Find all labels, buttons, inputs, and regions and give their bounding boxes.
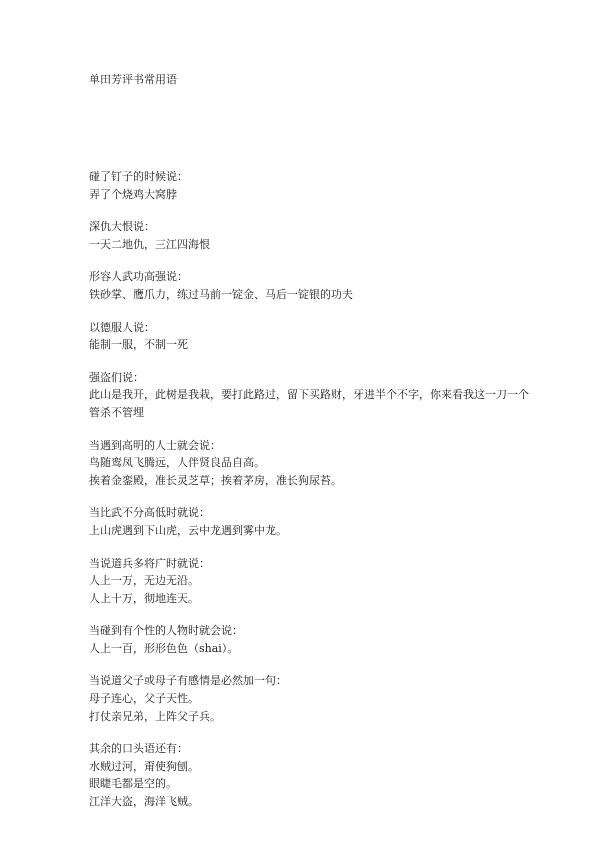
section-line: 打仗亲兄弟，上阵父子兵。 — [89, 709, 221, 723]
section-9 — [89, 672, 529, 725]
section-line: 一天二地仇，三江四海恨 — [89, 237, 210, 251]
section-heading: 当遇到高明的人士就会说： — [89, 438, 221, 452]
section-heading: 形容人武功高强说： — [89, 270, 188, 284]
section-heading: 当说道兵多将广时就说： — [89, 556, 210, 570]
section-0 — [89, 168, 529, 203]
section-heading: 碰了钉子的时候说： — [89, 170, 188, 183]
section-8 — [89, 622, 529, 657]
section-line: 能制一服，不制一死 — [89, 338, 188, 352]
section-heading: 其余的口头语还有： — [89, 742, 188, 756]
section-4 — [89, 369, 529, 422]
section-line: 管杀不管埋 — [89, 405, 144, 419]
section-line: 铁砂掌、鹰爪力，练过马前一锭金、马后一锭银的功夫 — [89, 287, 353, 301]
section-line: 鸟随鸾凤飞腾远，人伴贤良品自高。 — [89, 456, 265, 470]
section-line: 挨着金銮殿，准长灵芝草；挨着茅房，准长狗尿苔。 — [89, 473, 342, 487]
section-7 — [89, 555, 529, 608]
section-5 — [89, 437, 529, 490]
section-3 — [89, 319, 529, 354]
section-line: 此山是我开，此树是我栽，要打此路过，留下买路财，牙进半个不字，你来看我这一刀一个 — [89, 388, 529, 402]
section-heading: 当碰到有个性的人物时就会说： — [89, 624, 243, 638]
section-heading: 当比武不分高低时就说： — [89, 506, 210, 520]
section-line: 上山虎遇到下山虎，云中龙遇到雾中龙。 — [89, 523, 287, 537]
section-heading: 深仇大恨说： — [89, 220, 155, 234]
section-line: 眼睫毛都是空的。 — [89, 777, 177, 791]
section-line: 人上一万，无边无沿。 — [89, 574, 199, 588]
section-1 — [89, 218, 529, 253]
section-line: 水贼过河，甭使狗刨。 — [89, 759, 199, 773]
section-line: 弄了个烧鸡大窝脖 — [89, 187, 177, 201]
section-6 — [89, 504, 529, 539]
section-heading: 强盗们说： — [89, 370, 144, 384]
section-line: 人上一百，形形色色（shai）。 — [89, 641, 239, 655]
section-line: 江洋大盗，海洋飞贼。 — [89, 795, 199, 809]
document-title: 单田芳评书常用语 — [89, 73, 177, 86]
section-2 — [89, 268, 529, 303]
section-line: 人上十万，彻地连天。 — [89, 591, 199, 605]
section-heading: 当说道父子或母子有感情是必然加一句： — [89, 674, 287, 688]
section-heading: 以德服人说： — [89, 320, 155, 334]
section-10 — [89, 740, 529, 810]
section-line: 母子连心，父子天性。 — [89, 692, 199, 706]
document-body — [89, 168, 529, 826]
